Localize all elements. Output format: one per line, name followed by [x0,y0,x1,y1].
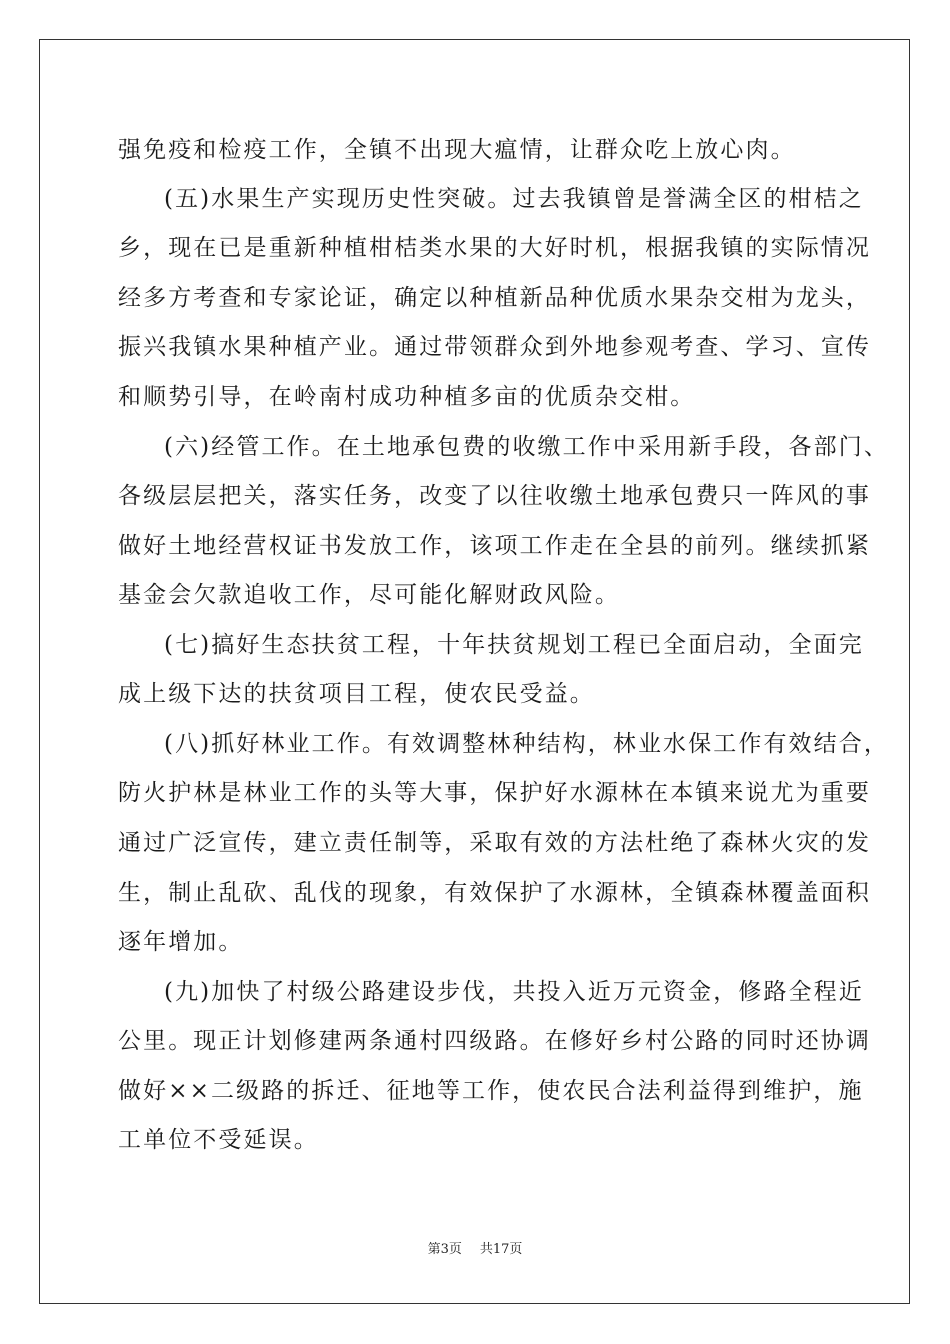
text-line: 逐年增加。 [118,929,244,955]
text-line: 工单位不受延误。 [118,1127,319,1153]
text-line: 做好××二级路的拆迁、征地等工作，使农民合法利益得到维护，施 [118,1078,864,1104]
page-number: 第3页 [427,1242,462,1257]
paragraph-start-line: (六)经管工作。在土地承包费的收缴工作中采用新手段，各部门、 [164,434,889,460]
text-line: 防火护林是林业工作的头等大事，保护好水源林在本镇来说尤为重要 [118,780,871,806]
text-line: 振兴我镇水果种植产业。通过带领群众到外地参观考查、学习、宣传 [118,334,871,360]
text-line: 成上级下达的扶贫项目工程，使农民受益。 [118,681,595,707]
paragraph-start-line: (九)加快了村级公路建设步伐，共投入近万元资金，修路全程近 [164,979,864,1005]
text-line: 各级层层把关，落实任务，改变了以往收缴土地承包费只一阵风的事 [118,483,871,509]
page-total: 共17页 [479,1242,523,1257]
text-line: 强免疫和检疫工作，全镇不出现大瘟情，让群众吃上放心肉。 [118,137,796,163]
paragraph-start-line: (八)抓好林业工作。有效调整林种结构，林业水保工作有效结合， [164,731,889,757]
text-line: 做好土地经营权证书发放工作，该项工作走在全县的前列。继续抓紧 [118,533,871,559]
text-line: 经多方考查和专家论证，确定以种植新品种优质水果杂交柑为龙头， [118,285,871,311]
page-footer [0,1238,950,1257]
page-border [39,39,910,1304]
text-line: 和顺势引导，在岭南村成功种植多亩的优质杂交柑。 [118,384,696,410]
text-line: 生，制止乱砍、乱伐的现象，有效保护了水源林，全镇森林覆盖面积 [118,880,871,906]
paragraph-start-line: (七)搞好生态扶贫工程，十年扶贫规划工程已全面启动，全面完 [164,632,864,658]
text-line: 乡，现在已是重新种植柑桔类水果的大好时机，根据我镇的实际情况 [118,235,871,261]
text-line: 公里。现正计划修建两条通村四级路。在修好乡村公路的同时还协调 [118,1028,871,1054]
paragraph-start-line: (五)水果生产实现历史性突破。过去我镇曾是誉满全区的柑桔之 [164,186,864,212]
text-line: 通过广泛宣传，建立责任制等，采取有效的方法杜绝了森林火灾的发 [118,830,871,856]
text-line: 基金会欠款追收工作，尽可能化解财政风险。 [118,582,620,608]
